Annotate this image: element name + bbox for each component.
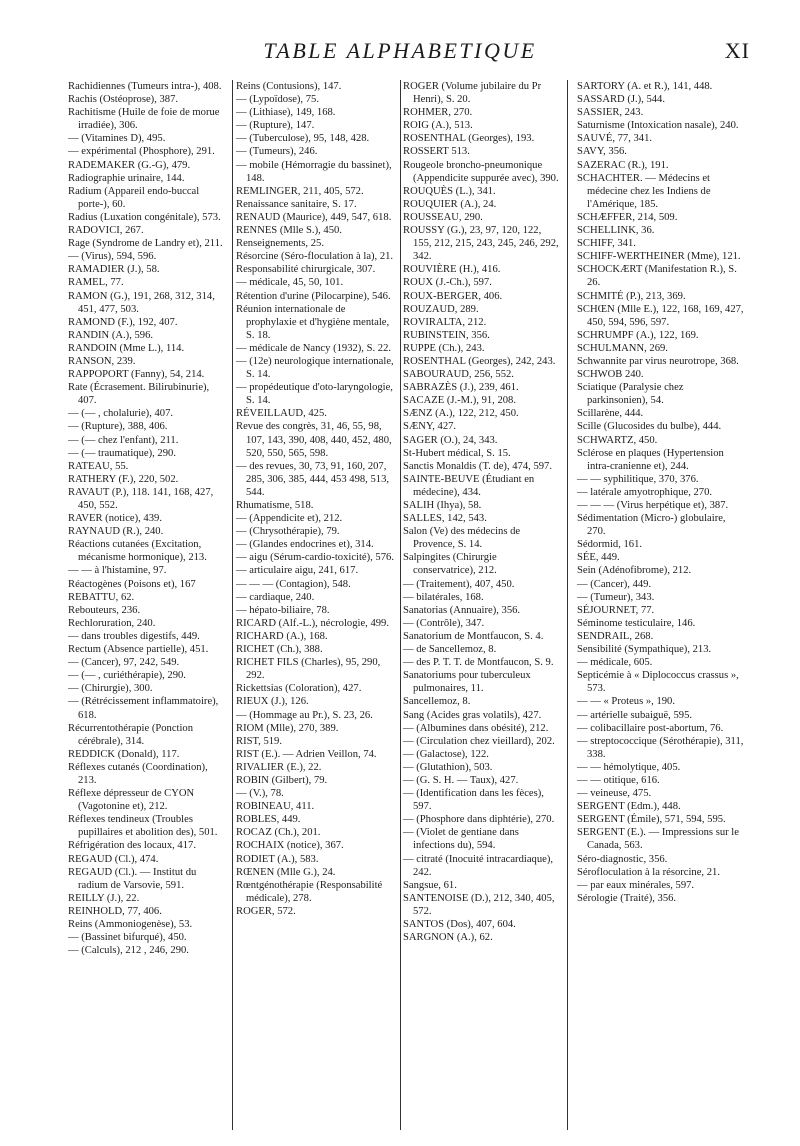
index-entry: ROUSSEAU, 290. bbox=[403, 211, 483, 223]
index-entry: — streptococcique (Sérothérapie), 311, 338. bbox=[577, 735, 744, 760]
index-entry: Sédimentation (Micro-) globulaire, 270. bbox=[577, 513, 726, 538]
index-entry: Sanatorias (Annuaire), 356. bbox=[403, 604, 521, 616]
index-entry: Séro-diagnostic, 356. bbox=[577, 853, 668, 865]
index-entry: Rickettsias (Coloration), 427. bbox=[236, 683, 362, 695]
index-entry: Scille (Glucosides du bulbe), 444. bbox=[577, 421, 722, 433]
index-entry: Sanatorium de Montfaucon, S. 4. bbox=[403, 630, 544, 642]
index-entry: Sérofloculation à la résorcine, 21. bbox=[577, 866, 720, 878]
index-entry: Radiographie urinaire, 144. bbox=[68, 172, 185, 184]
index-entry: SANTOS (Dos), 407, 604. bbox=[403, 919, 516, 930]
index-entry: SÉE, 449. bbox=[577, 552, 620, 564]
index-entry: ROUX (J.-Ch.), 597. bbox=[403, 277, 492, 289]
index-entry: — (Hommage au Pr.), S. 23, 26. bbox=[236, 709, 373, 721]
index-entry: — (Glandes endocrines et), 314. bbox=[236, 539, 374, 551]
index-column-1 bbox=[68, 80, 233, 1130]
index-entry: Réflexes cutanés (Coordination), 213. bbox=[68, 761, 208, 786]
index-entry: Responsabilité chirurgicale, 307. bbox=[236, 264, 376, 276]
index-entry: — (Albumines dans obésité), 212. bbox=[403, 722, 549, 734]
index-entry: REBATTU, 62. bbox=[68, 591, 135, 603]
index-entry: SCHULMANN, 269. bbox=[577, 342, 668, 354]
index-entry: — (Violet de gentiane dans infections du), 594. bbox=[403, 827, 519, 852]
index-entry: — (Rétrécissement inflammatoire), 618. bbox=[68, 696, 219, 721]
index-entry: — (— chez l'enfant), 211. bbox=[68, 434, 179, 446]
index-entry: Revue des congrès, 31, 46, 55, 98, 107, 143, 390, 408, 440, 452, 480, 520, 550, 565, 598. bbox=[236, 421, 392, 459]
index-entry: SAZERAC (R.), 191. bbox=[577, 159, 669, 171]
index-entry: ROUZAUD, 289. bbox=[403, 303, 479, 315]
index-entry: ROUX-BERGER, 406. bbox=[403, 290, 503, 302]
index-entry: Rougeole broncho-pneumonique (Appendicite suppurée avec), 390. bbox=[403, 159, 559, 184]
index-entry: RANDOIN (Mme L.), 114. bbox=[68, 342, 185, 354]
index-column-3 bbox=[403, 80, 568, 1130]
index-entry: — (Contrôle), 347. bbox=[403, 617, 485, 629]
index-entry: Reins (Ammoniogenèse), 53. bbox=[68, 919, 193, 930]
index-entry: ROUQUÈS (L.), 341. bbox=[403, 185, 496, 197]
index-entry: Sérologie (Traité), 356. bbox=[577, 892, 677, 904]
index-entry: — (V.), 78. bbox=[236, 788, 284, 800]
index-entry: Sanctis Monaldis (T. de), 474, 597. bbox=[403, 460, 552, 472]
index-entry: Rhumatisme, 518. bbox=[236, 500, 314, 511]
index-entry: Réflexe dépresseur de CYON (Vagotonine et), 212. bbox=[68, 788, 195, 813]
index-entry: SCHELLINK, 36. bbox=[577, 225, 655, 237]
index-entry: RIVALIER (E.), 22. bbox=[236, 761, 322, 773]
index-entry: RIST, 519. bbox=[236, 735, 283, 747]
index-entry: Résorcine (Séro-floculation à la), 21. bbox=[236, 251, 394, 263]
index-entry: RIST (E.). — Adrien Veillon, 74. bbox=[236, 748, 377, 760]
index-entry: ROUQUIER (A.), 24. bbox=[403, 198, 497, 210]
index-entry: — aigu (Sérum-cardio-toxicité), 576. bbox=[236, 552, 394, 564]
index-entry: Réflexes tendineux (Troubles pupillaires et abolition des), 501. bbox=[68, 814, 218, 839]
index-entry: SANTENOISE (D.), 212, 340, 405, 572. bbox=[403, 892, 555, 917]
index-entry: SARGNON (A.), 62. bbox=[403, 932, 493, 944]
index-entry: — (Cancer), 97, 242, 549. bbox=[68, 657, 180, 669]
index-entry: — (Chrysothérapie), 79. bbox=[236, 526, 340, 538]
index-entry: — (Tumeur), 343. bbox=[577, 591, 655, 603]
index-entry: Rachitisme (Huile de foie de morue irradiée), 306. bbox=[68, 107, 220, 132]
index-entry: Réactogènes (Poisons et), 167 bbox=[68, 578, 196, 590]
index-entry: RAMEL, 77. bbox=[68, 277, 124, 289]
index-entry: — (Vitamines D), 495. bbox=[68, 133, 166, 145]
index-entry: — (— , curiéthérapie), 290. bbox=[68, 670, 186, 682]
index-entry: RENAUD (Maurice), 449, 547, 618. bbox=[236, 211, 392, 223]
index-entry: ROCAZ (Ch.), 201. bbox=[236, 827, 321, 839]
index-entry: Sciatique (Paralysie chez parkinsonien), 54. bbox=[577, 382, 684, 407]
index-entry: SAVY, 356. bbox=[577, 146, 627, 158]
index-entry: Sanatoriums pour tuberculeux pulmonaires, 11. bbox=[403, 670, 531, 695]
index-entry: St-Hubert médical, S. 15. bbox=[403, 447, 511, 459]
index-entry: SASSIER, 243. bbox=[577, 107, 644, 119]
index-entry: — (Circulation chez vieillard), 202. bbox=[403, 735, 555, 747]
index-entry: SCHOCKÆRT (Manifestation R.), S. 26. bbox=[577, 264, 737, 289]
index-entry: Scillarène, 444. bbox=[577, 408, 644, 420]
index-entry: — médicale, 45, 50, 101. bbox=[236, 277, 344, 289]
index-entry: RADEMAKER (G.-G), 479. bbox=[68, 159, 191, 171]
index-entry: RADOVICI, 267. bbox=[68, 225, 144, 237]
index-entry: SCHMITÉ (P.), 213, 369. bbox=[577, 290, 686, 302]
index-entry: Renseignements, 25. bbox=[236, 238, 324, 250]
index-entry: RIEUX (J.), 126. bbox=[236, 696, 309, 708]
index-entry: Rachis (Ostéoprose), 387. bbox=[68, 94, 179, 106]
index-entry: — — — (Virus herpétique et), 387. bbox=[577, 500, 729, 511]
index-entry: Rachidiennes (Tumeurs intra-), 408. bbox=[68, 81, 222, 92]
index-entry: — (Rupture), 388, 406. bbox=[68, 421, 168, 433]
page-header bbox=[0, 38, 800, 70]
index-entry: SARTORY (A. et R.), 141, 448. bbox=[577, 81, 713, 92]
index-entry: RÉVEILLAUD, 425. bbox=[236, 408, 327, 420]
index-entry: Rechloruration, 240. bbox=[68, 617, 156, 629]
index-entry: SABOURAUD, 256, 552. bbox=[403, 369, 514, 381]
index-entry: REINHOLD, 77, 406. bbox=[68, 905, 162, 917]
index-entry: Réunion internationale de prophylaxie et d'hygiène mentale, S. 18. bbox=[236, 303, 390, 341]
index-entry: ROSENTHAL (Georges), 242, 243. bbox=[403, 355, 556, 367]
index-entry: Sclérose en plaques (Hypertension intra-cranienne et), 244. bbox=[577, 447, 724, 472]
index-entry: RENNES (Mlle S.), 450. bbox=[236, 225, 342, 237]
index-entry: Récurrentothérapie (Ponction cérébrale), 314. bbox=[68, 722, 194, 747]
index-entry: Sangsue, 61. bbox=[403, 879, 457, 891]
index-entry: RŒNEN (Mlle G.), 24. bbox=[236, 866, 336, 878]
index-entry: Réfrigération des locaux, 417. bbox=[68, 840, 196, 852]
index-entry: SÉJOURNET, 77. bbox=[577, 604, 655, 616]
index-entry: — de Sancellemoz, 8. bbox=[403, 644, 497, 656]
index-entry: — médicale de Nancy (1932), S. 22. bbox=[236, 342, 392, 354]
index-entry: — (Lithiase), 149, 168. bbox=[236, 107, 336, 119]
index-entry: Séminome testiculaire, 146. bbox=[577, 617, 696, 629]
index-entry: Rétention d'urine (Pilocarpine), 546. bbox=[236, 290, 391, 302]
index-entry: — citraté (Inocuité intracardiaque), 242. bbox=[403, 853, 553, 878]
index-entry: — bilatérales, 168. bbox=[403, 591, 484, 603]
index-entry: SAINTE-BEUVE (Étudiant en médecine), 434. bbox=[403, 473, 535, 498]
index-entry: Schwannite par virus neurotrope, 368. bbox=[577, 355, 739, 367]
index-entry: ROBINEAU, 411. bbox=[236, 801, 315, 813]
index-entry: — — — (Contagion), 548. bbox=[236, 578, 351, 590]
index-entry: ROHMER, 270. bbox=[403, 107, 473, 119]
index-entry: RICHET FILS (Charles), 95, 290, 292. bbox=[236, 657, 381, 682]
index-entry: — mobile (Hémorragie du bassinet), 148. bbox=[236, 159, 392, 184]
index-column-2 bbox=[236, 80, 401, 1130]
index-entry: SACAZE (J.-M.), 91, 208. bbox=[403, 395, 516, 407]
index-entry: SÆNY, 427. bbox=[403, 421, 457, 433]
index-entry: ROUSSY (G.), 23, 97, 120, 122, 155, 212, 215, 243, 245, 246, 292, 342. bbox=[403, 225, 559, 263]
index-entry: ROGER (Volume jubilaire du Pr Henri), S. 20. bbox=[403, 81, 542, 106]
index-entry: Rate (Écrasement. Bilirubinurie), 407. bbox=[68, 382, 210, 407]
index-entry: Salon (Ve) des médecins de Provence, S. 14. bbox=[403, 526, 521, 551]
index-entry: REGAUD (Cl.). — Institut du radium de Varsovie, 591. bbox=[68, 866, 197, 891]
index-entry: Sensibilité (Sympathique), 213. bbox=[577, 644, 712, 656]
index-entry: Rage (Syndrome de Landry et), 211. bbox=[68, 238, 223, 250]
index-entry: ROBLES, 449. bbox=[236, 814, 301, 826]
index-entry: — (Identification dans les fèces), 597. bbox=[403, 788, 544, 813]
index-entry: — propédeutique d'oto-laryngologie, S. 14. bbox=[236, 382, 393, 407]
index-entry: Réactions cutanées (Excitation, mécanisme hormonique), 213. bbox=[68, 539, 207, 564]
index-entry: SAGER (O.), 24, 343. bbox=[403, 434, 498, 446]
index-entry: — latérale amyotrophique, 270. bbox=[577, 486, 713, 498]
index-entry: ROCHAIX (notice), 367. bbox=[236, 840, 344, 852]
index-entry: REDDICK (Donald), 117. bbox=[68, 748, 180, 760]
index-entry: — des P. T. T. de Montfaucon, S. 9. bbox=[403, 657, 554, 669]
index-entry: Sancellemoz, 8. bbox=[403, 696, 471, 708]
index-entry: REGAUD (Cl.), 474. bbox=[68, 853, 159, 865]
index-entry: — (Bassinet bifurqué), 450. bbox=[68, 932, 187, 944]
index-entry: — (Lypoïdose), 75. bbox=[236, 94, 319, 106]
index-entry: SÆNZ (A.), 122, 212, 450. bbox=[403, 408, 519, 420]
index-entry: Radius (Luxation congénitale), 573. bbox=[68, 211, 221, 223]
index-entry: RUPPE (Ch.), 243. bbox=[403, 342, 485, 354]
index-entry: RANSON, 239. bbox=[68, 355, 136, 367]
index-entry: RICHARD (A.), 168. bbox=[236, 630, 328, 642]
index-entry: RANDIN (A.), 596. bbox=[68, 329, 154, 341]
index-entry: SCHIFF-WERTHEINER (Mme), 121. bbox=[577, 251, 741, 263]
index-entry: ROSSERT 513. bbox=[403, 146, 470, 158]
page-number: XI bbox=[724, 38, 750, 63]
index-entry: — — à l'histamine, 97. bbox=[68, 565, 167, 577]
index-entry: Septicémie à « Diplococcus crassus », 573. bbox=[577, 670, 739, 695]
index-entry: — — otitique, 616. bbox=[577, 774, 660, 786]
index-entry: — (G. S. H. — Taux), 427. bbox=[403, 774, 519, 786]
index-entry: — des revues, 30, 73, 91, 160, 207, 285, 306, 385, 444, 453 498, 513, 544. bbox=[236, 460, 390, 498]
index-entry: SCHACHTER. — Médecins et médecine chez les Indiens de l'Amérique, 185. bbox=[577, 172, 711, 210]
index-column-4 bbox=[577, 80, 745, 1130]
index-entry: SAUVÉ, 77, 341. bbox=[577, 133, 653, 145]
index-entry: — articulaire aigu, 241, 617. bbox=[236, 565, 359, 577]
index-entry: — médicale, 605. bbox=[577, 657, 653, 669]
index-entry: — colibacillaire post-abortum, 76. bbox=[577, 722, 724, 734]
index-entry: — (Calculs), 212 , 246, 290. bbox=[68, 945, 189, 957]
index-entry: RAVER (notice), 439. bbox=[68, 513, 162, 525]
index-entry: Sédormid, 161. bbox=[577, 539, 643, 551]
index-entry: SERGENT (Edm.), 448. bbox=[577, 801, 681, 813]
index-entry: RICHET (Ch.), 388. bbox=[236, 644, 323, 656]
index-entry: — expérimental (Phosphore), 291. bbox=[68, 146, 215, 158]
index-entry: Sein (Adénofibrome), 212. bbox=[577, 565, 692, 577]
index-entry: — (Rupture), 147. bbox=[236, 120, 315, 132]
index-entry: SERGENT (E.). — Impressions sur le Canada, 563. bbox=[577, 827, 739, 852]
index-entry: SALIH (Ihya), 58. bbox=[403, 500, 482, 511]
index-entry: RAMON (G.), 191, 268, 312, 314, 451, 477, 503. bbox=[68, 290, 215, 315]
index-entry: RUBINSTEIN, 356. bbox=[403, 329, 490, 341]
index-entry: Renaissance sanitaire, S. 17. bbox=[236, 198, 357, 210]
index-entry: ROUVIÈRE (H.), 416. bbox=[403, 264, 501, 276]
index-entry: Saturnisme (Intoxication nasale), 240. bbox=[577, 120, 739, 132]
index-entry: SENDRAIL, 268. bbox=[577, 630, 654, 642]
index-entry: — (Appendicite et), 212. bbox=[236, 513, 343, 525]
index-entry: — (Glutathion), 503. bbox=[403, 761, 493, 773]
index-entry: Rœntgénothérapie (Responsabilité médicale), 278. bbox=[236, 879, 383, 904]
index-entry: RICARD (Alf.-L.), nécrologie, 499. bbox=[236, 617, 389, 629]
index-entry: — veineuse, 475. bbox=[577, 788, 652, 800]
index-entry: SCHŒN (Mlle E.), 122, 168, 169, 427, 450, 594, 596, 597. bbox=[577, 303, 744, 328]
index-entry: RAYNAUD (R.), 240. bbox=[68, 526, 164, 538]
index-entry: SCHÆFFER, 214, 509. bbox=[577, 211, 678, 223]
index-entry: ROSENTHAL (Georges), 193. bbox=[403, 133, 535, 145]
index-entry: RAMOND (F.), 192, 407. bbox=[68, 316, 178, 328]
index-entry: RIOM (Mlle), 270, 389. bbox=[236, 722, 339, 734]
index-entry: — (— , cholalurie), 407. bbox=[68, 408, 174, 420]
index-entry: — par eaux minérales, 597. bbox=[577, 879, 695, 891]
index-entry: ROBIN (Gilbert), 79. bbox=[236, 774, 328, 786]
index-entry: SALLES, 142, 543. bbox=[403, 513, 487, 525]
index-entry: RODIET (A.), 583. bbox=[236, 853, 319, 865]
index-entry: — (Galactose), 122. bbox=[403, 748, 489, 760]
page-title: TABLE ALPHABETIQUE bbox=[263, 38, 537, 63]
index-entry: SASSARD (J.), 544. bbox=[577, 94, 666, 106]
index-entry: Reins (Contusions), 147. bbox=[236, 81, 342, 92]
index-entry: SERGENT (Émile), 571, 594, 595. bbox=[577, 814, 726, 826]
index-entry: RAMADIER (J.), 58. bbox=[68, 264, 160, 276]
index-entry: — — syphilitique, 370, 376. bbox=[577, 473, 699, 485]
index-entry: Rebouteurs, 236. bbox=[68, 604, 141, 616]
index-entry: — (Tumeurs), 246. bbox=[236, 146, 318, 158]
index-entry: RAPPOPORT (Fanny), 54, 214. bbox=[68, 369, 205, 381]
index-entry: — (12e) neurologique internationale, S. 14. bbox=[236, 355, 394, 381]
index-entry: — (Chirurgie), 300. bbox=[68, 683, 153, 695]
index-entry: — (Virus), 594, 596. bbox=[68, 251, 157, 263]
index-entry: — (— traumatique), 290. bbox=[68, 447, 176, 459]
index-entry: REILLY (J.), 22. bbox=[68, 892, 140, 904]
index-entry: SCHRUMPF (A.), 122, 169. bbox=[577, 329, 699, 341]
index-entry: — — « Proteus », 190. bbox=[577, 696, 675, 708]
index-entry: — hépato-biliaire, 78. bbox=[236, 604, 330, 616]
index-entry: — (Cancer), 449. bbox=[577, 578, 652, 590]
index-entry: SCHWARTZ, 450. bbox=[577, 434, 658, 446]
index-entry: — artérielle subaiguë, 595. bbox=[577, 709, 693, 721]
index-entry: — (Tuberculose), 95, 148, 428. bbox=[236, 133, 370, 145]
index-entry: — (Phosphore dans diphtérie), 270. bbox=[403, 814, 555, 826]
index-entry: Salpingites (Chirurgie conservatrice), 212. bbox=[403, 552, 497, 577]
index-entry: SCHWOB 240. bbox=[577, 369, 644, 381]
index-entry: ROGER, 572. bbox=[236, 905, 296, 917]
index-entry: RAVAUT (P.), 118. 141, 168, 427, 450, 552. bbox=[68, 486, 214, 511]
index-entry: — cardiaque, 240. bbox=[236, 591, 315, 603]
index-entry: — (Traitement), 407, 450. bbox=[403, 578, 515, 590]
index-entry: — dans troubles digestifs, 449. bbox=[68, 630, 200, 642]
index-entry: ROVIRALTA, 212. bbox=[403, 316, 487, 328]
index-entry: SABRAZÈS (J.), 239, 461. bbox=[403, 382, 519, 394]
index-entry: RATEAU, 55. bbox=[68, 460, 129, 472]
index-entry: ROIG (A.), 513. bbox=[403, 120, 473, 132]
index-entry: Radium (Appareil endo-buccal porte-), 60. bbox=[68, 185, 200, 210]
index-entry: Rectum (Absence partielle), 451. bbox=[68, 644, 209, 656]
index-entry: — — hémolytique, 405. bbox=[577, 761, 681, 773]
index-entry: Sang (Acides gras volatils), 427. bbox=[403, 709, 542, 721]
index-entry: REMLINGER, 211, 405, 572. bbox=[236, 185, 364, 197]
index-entry: RATHERY (F.), 220, 502. bbox=[68, 473, 179, 485]
index-entry: SCHIFF, 341. bbox=[577, 238, 636, 250]
